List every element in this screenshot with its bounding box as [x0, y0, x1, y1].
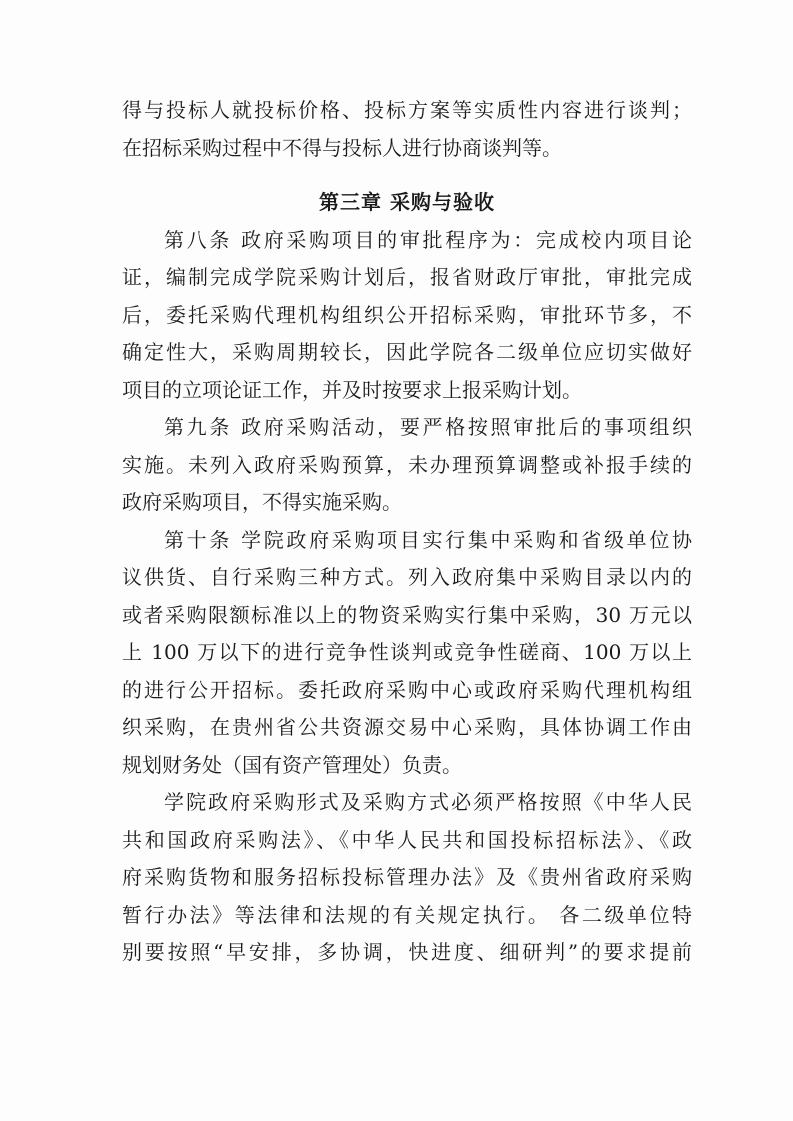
text-line: 暂行办法》等法律和法规的有关规定执行。 各二级单位特: [122, 902, 692, 927]
text-line: 证，编制完成学院采购计划后，报省财政厅审批，审批完成: [122, 265, 692, 289]
document-body: [122, 92, 692, 972]
article-9-paragraph: [122, 409, 692, 522]
text-line: 的进行公开招标。委托政府采购中心或政府采购代理机构组: [122, 677, 692, 702]
text-line: 学院政府采购形式及采购方式必须严格按照《中华人民: [164, 790, 692, 814]
text-line: 议供货、自行采购三种方式。列入政府集中采购目录以内的: [122, 565, 692, 589]
text-line: 府采购货物和服务招标投标管理办法》及《贵州省政府采购: [122, 865, 692, 889]
article-10-paragraph: [122, 522, 692, 785]
text-line: 在招标采购过程中不得与投标人进行协商谈判等。: [122, 135, 562, 160]
text-line: 织采购，在贵州省公共资源交易中心采购，具体协调工作由: [122, 715, 692, 739]
text-line: 第八条 政府采购项目的审批程序为：完成校内项目论: [164, 227, 692, 252]
intro-paragraph: [122, 92, 692, 167]
closing-paragraph: [122, 784, 692, 972]
text-line: 共和国政府采购法》、《中华人民共和国投标招标法》、《政: [122, 827, 692, 852]
text-line: 或者采购限额标准以上的物资采购实行集中采购，30 万元以: [122, 602, 692, 627]
text-line: 第九条 政府采购活动，要严格按照审批后的事项组织: [164, 415, 692, 439]
text-line: 后，委托采购代理机构组织公开招标采购，审批环节多，不: [122, 302, 692, 327]
text-line: 上 100 万以下的进行竞争性谈判或竞争性磋商、100 万以上: [122, 640, 692, 664]
text-line: 得与投标人就投标价格、投标方案等实质性内容进行谈判；: [122, 98, 692, 122]
chapter-title: 第三章 采购与验收: [319, 190, 495, 214]
text-line: 项目的立项论证工作，并及时按要求上报采购计划。: [122, 377, 582, 402]
text-line: 别要按照“早安排，多协调，快进度、细研判”的要求提前: [122, 940, 692, 964]
text-line: 第十条 学院政府采购项目实行集中采购和省级单位协: [164, 527, 692, 552]
text-line: 政府采购项目，不得实施采购。: [122, 490, 402, 514]
text-line: 确定性大，采购周期较长，因此学院各二级单位应切实做好: [122, 340, 692, 364]
article-8-paragraph: [122, 222, 692, 410]
text-line: 实施。未列入政府采购预算，未办理预算调整或补报手续的: [122, 452, 692, 477]
text-line: 规划财务处（国有资产管理处）负责。: [122, 752, 462, 777]
